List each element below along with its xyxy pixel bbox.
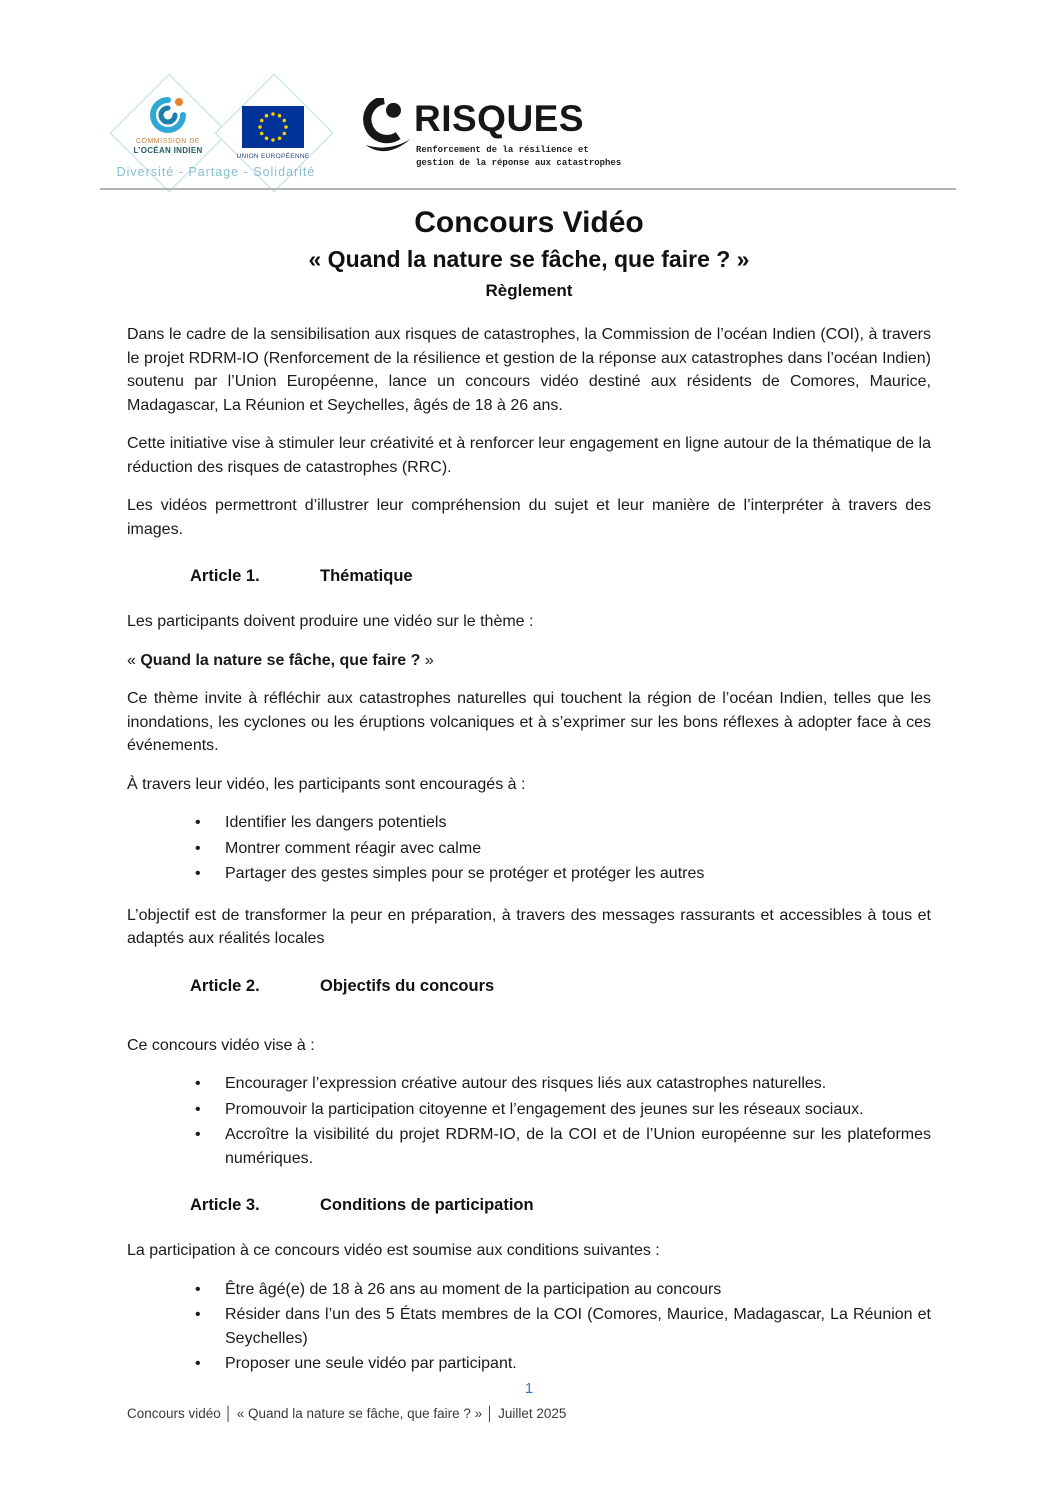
eu-logo-text: UNION EUROPÉENNE <box>236 153 310 160</box>
article-1-close: L’objectif est de transformer la peur en préparation, à travers des messages rassurants et accessibles à tous et adaptés aux réalités locales <box>127 906 931 947</box>
risques-wordmark: RISQUES <box>414 98 585 139</box>
article-2-bullet-list <box>127 1072 931 1170</box>
list-item: • Promouvoir la participation citoyenne et l’engagement des jeunes sur les réseaux sociaux. <box>225 1098 931 1122</box>
list-item: • Être âgé(e) de 18 à 26 ans au moment de la participation au concours <box>225 1278 931 1302</box>
coi-motto: Diversité - Partage - Solidarité <box>116 165 316 179</box>
eu-flag-icon <box>242 106 304 148</box>
risques-logo <box>358 94 678 184</box>
risques-person-icon <box>358 98 414 160</box>
document-title: Concours Vidéo <box>414 206 644 239</box>
article-3-bullet-list <box>127 1278 931 1376</box>
document-type-label: Règlement <box>485 281 573 300</box>
header-logos <box>100 75 350 195</box>
list-item: • Accroître la visibilité du projet RDRM-IO, de la COI et de l’Union européenne sur les plateformes numériques. <box>225 1123 931 1170</box>
list-item: • Partager des gestes simples pour se protéger et protéger les autres <box>225 862 931 886</box>
document-body <box>127 198 931 1394</box>
intro-paragraph-3: Les vidéos permettront d’illustrer leur compréhension du sujet et leur manière de l’interpréter à travers des images. <box>127 497 931 538</box>
intro-paragraph-1: Dans le cadre de la sensibilisation aux risques de catastrophes, la Commission de l’océan Indien (COI), à travers le projet RDRM-IO (Renforcement de la résilience et gestion de la réponse aux catastrophes dans l’océan Indien) soutenu par l’Union Européenne, lance un concours vidéo destiné aux résidents de Comores, Maurice, Madagascar, La Réunion et Seychelles, âgés de 18 à 26 ans. <box>127 326 931 414</box>
risques-tagline: Renforcement de la résilience et gestion de la réponse aux catastrophes <box>416 145 622 168</box>
article-1-bullet-list <box>127 811 931 886</box>
article-2-lead: Ce concours vidéo vise à : <box>127 1036 315 1054</box>
header-divider <box>100 188 956 190</box>
article-1-lead: À travers leur vidéo, les participants sont encouragés à : <box>127 775 526 793</box>
page-number: 1 <box>524 1380 534 1397</box>
list-item: • Identifier les dangers potentiels <box>225 811 931 835</box>
document-subtitle: « Quand la nature se fâche, que faire ? » <box>308 246 750 272</box>
list-item: • Proposer une seule vidéo par participant. <box>225 1352 931 1376</box>
article-3-lead: La participation à ce concours vidéo est soumise aux conditions suivantes : <box>127 1242 660 1259</box>
article-2-heading: Article 2. Objectifs du concours <box>190 976 495 995</box>
article-1-detail: Ce thème invite à réfléchir aux catastrophes naturelles qui touchent la région de l’océan Indien, telles que les inondations, les cyclones ou les éruptions volcaniques et à s’exprimer sur les bons réflexes à adopter face à ces événements. <box>127 690 931 754</box>
article-1-heading: Article 1. Thématique <box>190 567 413 585</box>
list-item: • Montrer comment réagir avec calme <box>225 837 931 861</box>
article-3-heading: Article 3. Conditions de participation <box>190 1196 534 1214</box>
list-item: • Résider dans l’un des 5 États membres de la COI (Comores, Maurice, Madagascar, La Réunion et Seychelles) <box>225 1303 931 1350</box>
theme-statement: « Quand la nature se fâche, que faire ? » <box>127 651 434 669</box>
list-item: • Encourager l’expression créative autour des risques liés aux catastrophes naturelles. <box>225 1072 931 1096</box>
coi-swirl-icon <box>148 95 188 135</box>
intro-paragraph-2: Cette initiative vise à stimuler leur créativité et à renforcer leur engagement en ligne autour de la thématique de la réduction des risques de catastrophes (RRC). <box>127 435 931 476</box>
coi-logo-text: COMMISSION DE L’OCÉAN INDIEN <box>133 138 203 155</box>
footer-text: Concours vidéo │ « Quand la nature se fâche, que faire ? » │ Juillet 2025 <box>127 1406 567 1421</box>
article-1-intro: Les participants doivent produire une vidéo sur le thème : <box>127 613 534 630</box>
